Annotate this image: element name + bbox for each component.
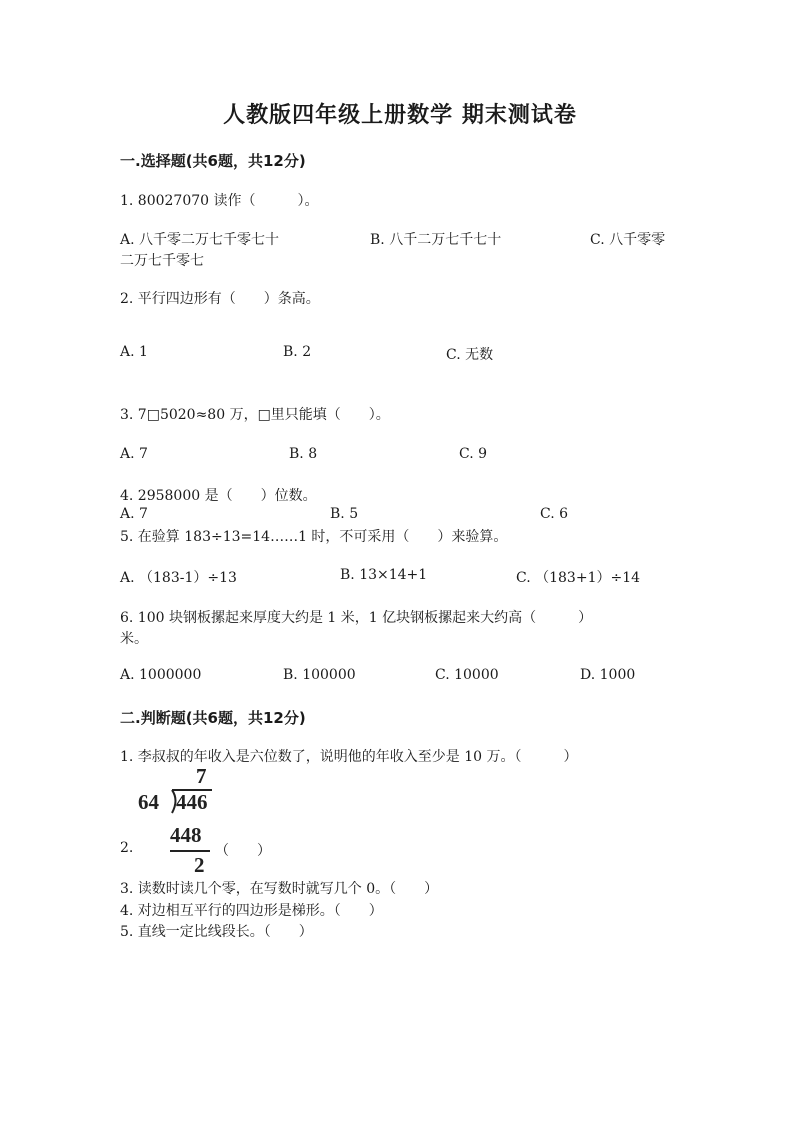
judgement-1: 1. 李叔叔的年收入是六位数了，说明他的年收入至少是 10 万。（ ） xyxy=(120,749,578,765)
judgement-2-answer-paren: （ ） xyxy=(215,843,271,859)
section-heading-judgement: 二.判断题(共6题，共12分) xyxy=(120,709,306,727)
question-6-stem-continued: 米。 xyxy=(120,631,148,647)
division-quotient: 7 xyxy=(196,764,207,788)
question-6-stem: 6. 100 块钢板摞起来厚度大约是 1 米，1 亿块钢板摞起来大约高（ ） xyxy=(120,610,593,626)
question-4-stem: 4. 2958000 是（ ）位数。 xyxy=(120,488,317,504)
judgement-3: 3. 读数时读几个零，在写数时就写几个 0。（ ） xyxy=(120,881,439,897)
division-product: 448 xyxy=(170,823,202,847)
judgement-2-number: 2. xyxy=(120,840,134,856)
question-4-option-c: C. 6 xyxy=(540,506,569,522)
question-6-option-b: B. 100000 xyxy=(283,667,356,683)
question-5-option-a: A. （183-1）÷13 xyxy=(120,570,237,586)
question-5-option-b: B. 13×14+1 xyxy=(340,567,428,583)
division-bracket-lines xyxy=(136,766,226,878)
question-3-option-b: B. 8 xyxy=(289,446,318,462)
judgement-4: 4. 对边相互平行的四边形是梯形。（ ） xyxy=(120,903,383,919)
question-1-option-c: C. 八千零零 xyxy=(590,232,666,248)
question-6-option-a: A. 1000000 xyxy=(120,667,202,683)
question-2-option-a: A. 1 xyxy=(120,344,148,360)
question-1-option-a: A. 八千零二万七千零七十 xyxy=(120,232,280,248)
question-5-option-c: C. （183+1）÷14 xyxy=(516,570,641,586)
question-5-stem: 5. 在验算 183÷13=14……1 时，不可采用（ ）来验算。 xyxy=(120,529,508,545)
question-1-option-c-continued: 二万七千零七 xyxy=(120,253,204,269)
question-3-option-c: C. 9 xyxy=(459,446,488,462)
long-division-figure xyxy=(136,766,226,878)
judgement-5: 5. 直线一定比线段长。（ ） xyxy=(120,924,313,940)
division-divisor: 64 xyxy=(138,790,159,814)
question-1-option-b: B. 八千二万七千七十 xyxy=(370,232,502,248)
section-heading-choice: 一.选择题(共6题，共12分) xyxy=(120,152,306,170)
question-2-option-c: C. 无数 xyxy=(446,347,494,363)
question-1-stem: 1. 80027070 读作（ ）。 xyxy=(120,193,319,209)
question-4-option-a: A. 7 xyxy=(120,506,148,522)
question-4-option-b: B. 5 xyxy=(330,506,359,522)
question-3-stem: 3. 7□5020≈80 万，□里只能填（ ）。 xyxy=(120,407,390,423)
division-remainder: 2 xyxy=(194,853,205,877)
question-2-stem: 2. 平行四边形有（ ）条高。 xyxy=(120,291,320,307)
page-title: 人教版四年级上册数学 期末测试卷 xyxy=(223,103,577,128)
question-3-option-a: A. 7 xyxy=(120,446,148,462)
question-6-option-d: D. 1000 xyxy=(580,667,636,683)
division-dividend: 446 xyxy=(176,790,208,814)
question-2-option-b: B. 2 xyxy=(283,344,312,360)
question-6-option-c: C. 10000 xyxy=(435,667,499,683)
